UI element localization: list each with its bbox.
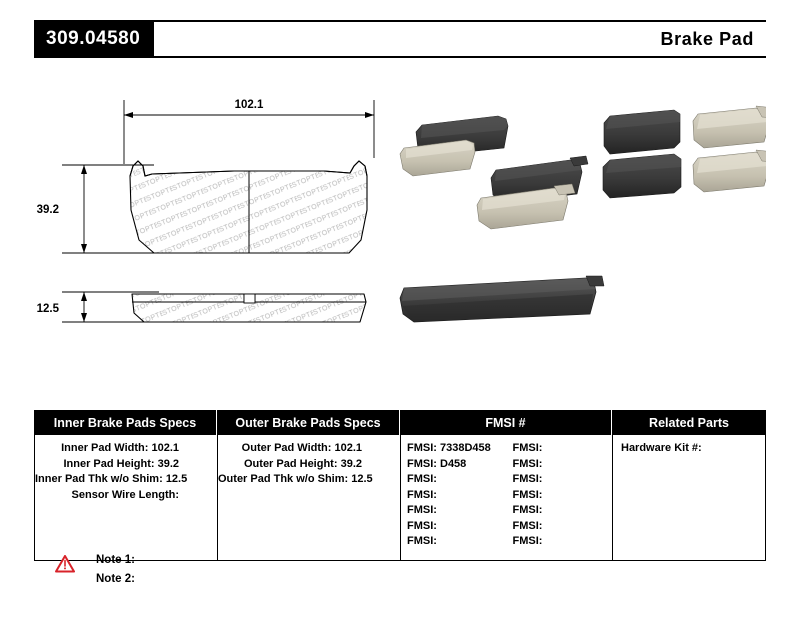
outer-specs-cell — [218, 435, 401, 560]
thickness-label: 12.5 — [36, 303, 59, 315]
part-number: 309.04580 — [34, 20, 154, 58]
column-header-inner: Inner Brake Pads Specs — [34, 410, 217, 435]
outer-pad-thickness-value: 12.5 — [351, 473, 373, 485]
fmsi-entry: FMSI: — [407, 504, 437, 516]
notes-section — [55, 550, 355, 588]
fmsi-entry: FMSI: D458 — [407, 457, 467, 470]
width-label: 102.1 — [234, 99, 264, 111]
fmsi-entry: FMSI: — [512, 457, 543, 470]
fmsi-entry: FMSI: — [512, 442, 543, 454]
inner-pad-width-value: 102.1 — [151, 442, 179, 454]
technical-drawing — [34, 70, 766, 390]
sensor-wire-length-label: Sensor Wire Length: — [71, 488, 179, 501]
note-2-label: Note 2: — [96, 572, 135, 585]
spec-row — [35, 488, 217, 504]
inner-pad-thickness-label: Inner Pad Thk w/o Shim: — [35, 473, 163, 485]
spec-row — [35, 472, 217, 488]
specs-table — [34, 410, 766, 561]
pad-photo-edge — [400, 276, 604, 322]
fmsi-entry: FMSI: — [407, 488, 437, 501]
specs-table-body — [34, 435, 766, 561]
fmsi-entry: FMSI: — [512, 535, 543, 547]
outer-pad-height-label: Outer Pad Height: — [244, 457, 338, 470]
height-label: 39.2 — [36, 204, 59, 216]
fmsi-entry: FMSI: — [512, 519, 543, 532]
fmsi-cell — [401, 435, 613, 560]
note-row — [55, 550, 355, 569]
spec-row — [35, 441, 217, 457]
spec-row — [218, 441, 400, 457]
fmsi-entry: FMSI: — [407, 473, 437, 485]
inner-pad-thickness-value: 12.5 — [165, 473, 188, 485]
column-header-related: Related Parts — [649, 415, 729, 430]
outer-pad-height-value: 39.2 — [340, 457, 362, 470]
pad-front-view — [130, 161, 367, 253]
hardware-kit-label: Hardware Kit #: — [621, 442, 702, 454]
fmsi-entry: FMSI: — [512, 504, 543, 516]
fmsi-entry: FMSI: — [512, 488, 543, 501]
column-header-outer: Outer Brake Pads Specs — [217, 410, 400, 435]
outer-pad-width-value: 102.1 — [334, 442, 362, 454]
fmsi-entry: FMSI: 7338D458 — [407, 442, 491, 454]
sheet-header — [34, 20, 766, 58]
inner-pad-height-label: Inner Pad Height: — [63, 457, 155, 470]
note-row — [55, 569, 355, 588]
inner-pad-height-value: 39.2 — [157, 457, 179, 470]
pad-edge-view — [132, 294, 366, 322]
inner-pad-width-label: Inner Pad Width: — [61, 442, 149, 454]
note-1-label: Note 1: — [96, 553, 135, 566]
page-title: Brake Pad — [660, 28, 754, 49]
spec-row — [218, 472, 400, 488]
fmsi-column-left — [401, 441, 507, 550]
specs-table-header — [34, 410, 766, 435]
spec-row — [35, 457, 217, 473]
spec-row — [218, 457, 400, 473]
inner-specs-cell — [35, 435, 218, 560]
fmsi-entry: FMSI: — [512, 473, 543, 485]
pad-photo-group-right — [603, 106, 766, 198]
warning-icon — [55, 555, 75, 573]
outer-pad-thickness-label: Outer Pad Thk w/o Shim: — [218, 473, 349, 485]
pad-photo-group-left — [400, 116, 588, 229]
fmsi-entry: FMSI: — [407, 535, 437, 547]
outer-pad-width-label: Outer Pad Width: — [241, 442, 332, 454]
fmsi-column-right — [507, 441, 613, 550]
fmsi-entry: FMSI: — [407, 519, 437, 532]
related-parts-cell — [613, 435, 765, 560]
column-header-fmsi: FMSI # — [400, 410, 612, 435]
